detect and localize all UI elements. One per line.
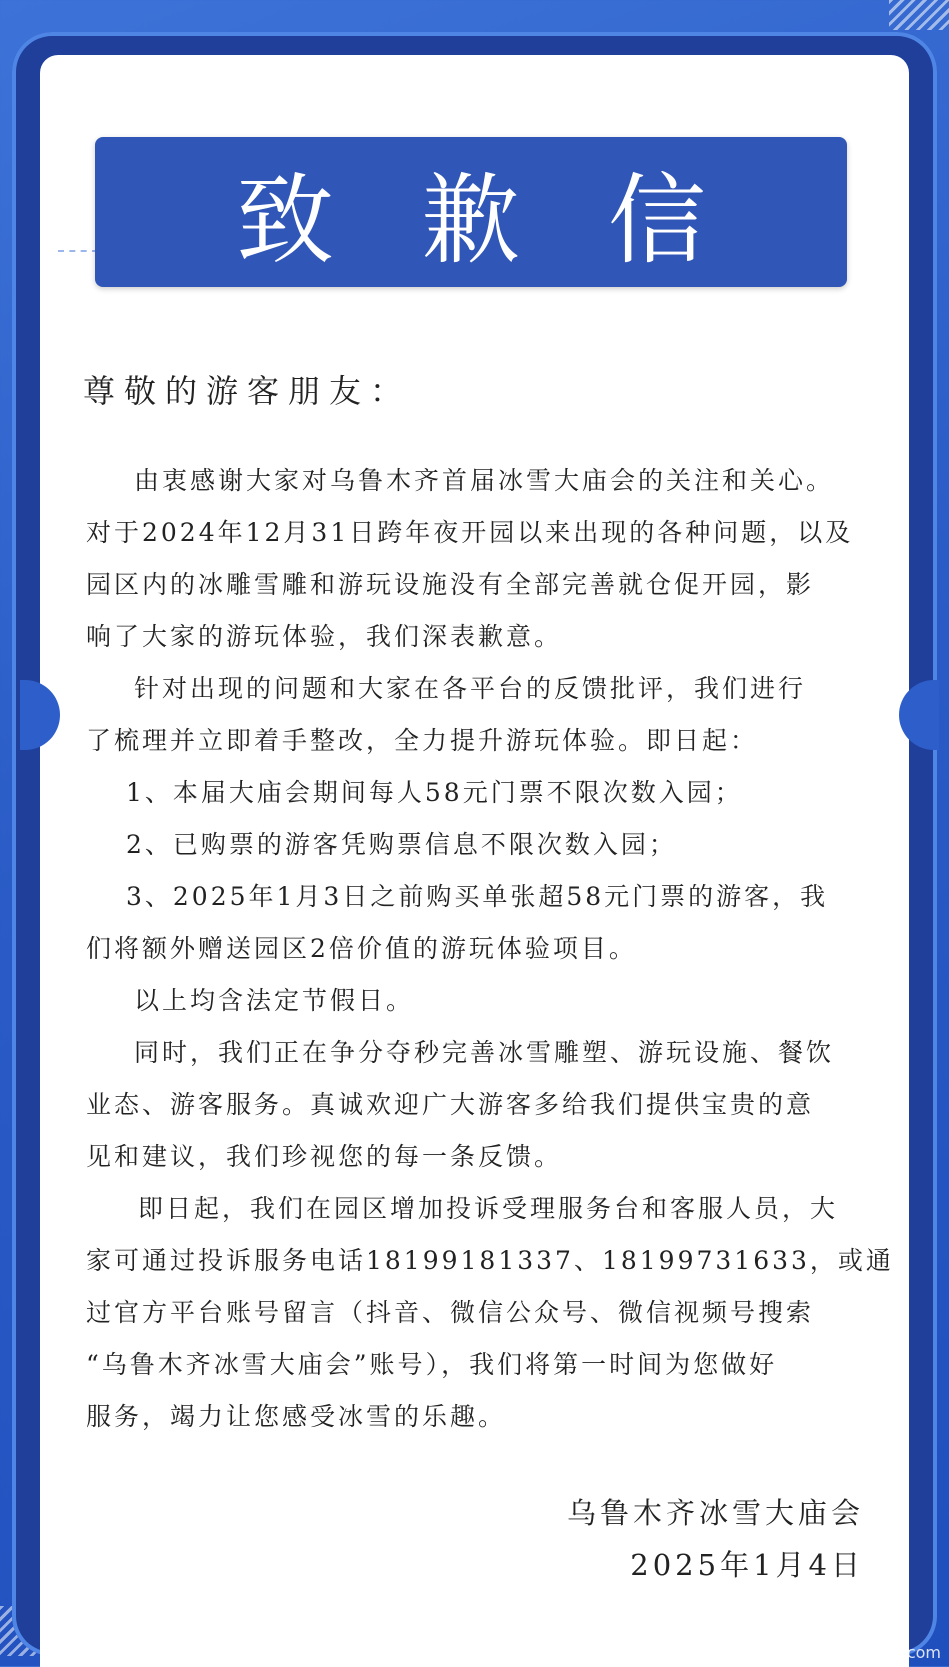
signature-date: 2025年1月4日 xyxy=(630,1548,864,1582)
letter-line: 过官方平台账号留言（抖音、微信公众号、微信视频号搜索 xyxy=(86,1298,815,1327)
letter-line: 服务，竭力让您感受冰雪的乐趣。 xyxy=(86,1402,507,1431)
letter-line: 同时，我们正在争分夺秒完善冰雪雕塑、游玩设施、餐饮 xyxy=(134,1038,835,1067)
letter-body xyxy=(86,455,894,1443)
letter-line: 响了大家的游玩体验，我们深表歉意。 xyxy=(86,622,563,651)
letter-line: 以上均含法定节假日。 xyxy=(134,986,415,1015)
letter-line: 园区内的冰雕雪雕和游玩设施没有全部完善就仓促开园，影 xyxy=(86,570,815,599)
watermark-text: www.365jz.com xyxy=(815,1643,941,1662)
decorative-dash-line xyxy=(58,250,98,252)
signature-block xyxy=(567,1487,864,1591)
letter-line: 1、本届大庙会期间每人58元门票不限次数入园； xyxy=(126,778,743,807)
title-banner xyxy=(95,137,847,287)
salutation: 尊敬的游客朋友： xyxy=(83,372,412,410)
letter-line: “乌鲁木齐冰雪大庙会”账号），我们将第一时间为您做好 xyxy=(86,1350,778,1379)
letter-line: 由衷感谢大家对乌鲁木齐首届冰雪大庙会的关注和关心。 xyxy=(134,466,835,495)
letter-line: 们将额外赠送园区2倍价值的游玩体验项目。 xyxy=(86,934,637,963)
letter-line: 业态、游客服务。真诚欢迎广大游客多给我们提供宝贵的意 xyxy=(86,1090,815,1119)
letter-line: 家可通过投诉服务电话18199181337、18199731633，或通 xyxy=(86,1246,894,1275)
letter-line: 见和建议，我们珍视您的每一条反馈。 xyxy=(86,1142,563,1171)
letter-line: 即日起，我们在园区增加投诉受理服务台和客服人员，大 xyxy=(138,1194,839,1223)
letter-line: 3、2025年1月3日之前购买单张超58元门票的游客，我 xyxy=(126,882,829,911)
decorative-stripes-top-right xyxy=(889,0,949,30)
letter-line: 了梳理并立即着手整改，全力提升游玩体验。即日起： xyxy=(86,726,759,755)
page-title: 致歉信 xyxy=(235,163,794,278)
signature-org: 乌鲁木齐冰雪大庙会 xyxy=(566,1496,864,1530)
letter-line: 对于2024年12月31日跨年夜开园以来出现的各种问题，以及 xyxy=(86,518,854,547)
letter-line: 针对出现的问题和大家在各平台的反馈批评，我们进行 xyxy=(134,674,807,703)
letter-line: 2、已购票的游客凭购票信息不限次数入园； xyxy=(126,830,677,859)
